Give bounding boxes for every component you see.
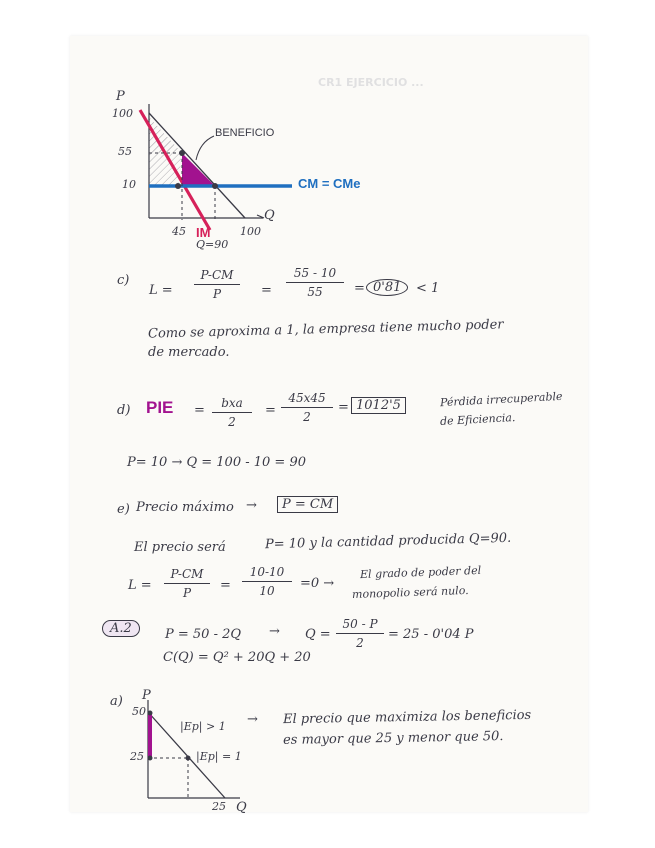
q-axis-label-a: Q (236, 800, 247, 815)
part-c-explanation-line2: de mercado. (148, 345, 230, 360)
bleed-through-text: CR1 EJERCICIO ... (318, 76, 424, 89)
im-label: IM (196, 225, 211, 240)
equals-sign: = (338, 400, 349, 415)
tick-10: 10 (122, 178, 136, 191)
fraction-numerator: 55 - 10 (286, 266, 344, 283)
cm-label: CM = CMe (298, 176, 361, 191)
inverse-demand-lhs: Q = (305, 627, 331, 642)
pie-label: PIE (146, 398, 174, 417)
fraction-denominator: 2 (303, 410, 311, 424)
arrow: → (246, 498, 257, 513)
arrow: → (269, 624, 280, 639)
beneficio-label: BENEFICIO (215, 127, 275, 139)
lerner-comparison: < 1 (416, 281, 440, 296)
tick-25-q: 25 (212, 800, 226, 813)
elastic-label: |Ep| > 1 (180, 720, 226, 733)
fraction-numerator: 50 - P (336, 617, 384, 634)
equals-sign: = (220, 578, 231, 593)
part-e-note-line1: El grado de poder del (359, 563, 482, 582)
part-a-conclusion-line1: El precio que maximiza los beneficios (282, 707, 532, 728)
part-d-marker: d) (117, 403, 131, 418)
part-e-line1b: P= 10 y la cantidad producida Q=90. (264, 530, 512, 553)
part-a-marker: a) (110, 694, 123, 709)
fraction-denominator: 2 (356, 636, 364, 650)
equals-sign: = (261, 283, 272, 298)
tick-25: 25 (130, 750, 144, 763)
p-axis-label: P (116, 89, 125, 104)
equals-sign: = (194, 403, 205, 418)
fraction-denominator: P (182, 586, 192, 600)
part-c-explanation-line1: Como se aproxima a 1, la empresa tiene mucho poder (147, 317, 504, 342)
fraction-numerator: 45x45 (281, 391, 333, 408)
cost-function: C(Q) = Q² + 20Q + 20 (163, 650, 311, 665)
q-axis-label: Q (264, 208, 275, 223)
unit-elastic-label: |Ep| = 1 (196, 750, 242, 763)
exercise-tag: A.2 (102, 620, 140, 637)
tick-45: 45 (172, 225, 186, 238)
max-price-rule: P = CM (277, 496, 338, 513)
lerner-result: 0'81 (366, 279, 408, 296)
pie-note-line2: de Eficiencia. (439, 411, 516, 428)
part-d-quantity-line: P= 10 → Q = 100 - 10 = 90 (127, 455, 306, 470)
inverse-demand-result: = 25 - 0'04 P (388, 627, 474, 642)
pie-result: 1012'5 (351, 397, 406, 414)
arrow: → (247, 712, 258, 727)
tick-55: 55 (118, 145, 132, 158)
equals-sign: = (354, 281, 365, 296)
tick-50: 50 (132, 705, 146, 718)
part-e-marker: e) (117, 502, 130, 517)
p-axis-label-a: P (142, 688, 151, 703)
fraction-numerator: bxa (212, 396, 252, 413)
tick-100: 100 (112, 107, 133, 120)
fraction-denominator: 55 (307, 285, 323, 299)
lerner-zero-result: =0 → (300, 576, 335, 591)
fraction-numerator: 10-10 (242, 565, 292, 582)
demand-equation: P = 50 - 2Q (165, 627, 242, 642)
fraction-numerator: P-CM (164, 567, 210, 584)
part-e-title: Precio máximo (136, 500, 234, 515)
lerner-lhs-e: L = (128, 578, 152, 593)
q90-label: Q=90 (196, 238, 229, 251)
fraction-denominator: P (212, 287, 222, 301)
lerner-lhs: L = (149, 283, 173, 298)
fraction-numerator: P-CM (194, 268, 240, 285)
part-e-line1a: El precio será (134, 540, 226, 555)
equals-sign: = (265, 403, 276, 418)
fraction-denominator: 2 (228, 415, 236, 429)
fraction-denominator: 10 (259, 584, 275, 598)
tick-100-q: 100 (240, 225, 261, 238)
part-a-conclusion-line2: es mayor que 25 y menor que 50. (282, 729, 504, 748)
part-c-marker: c) (117, 273, 130, 288)
part-e-note-line2: monopolio será nulo. (351, 583, 469, 602)
pie-note-line1: Pérdida irrecuperable (439, 389, 563, 410)
